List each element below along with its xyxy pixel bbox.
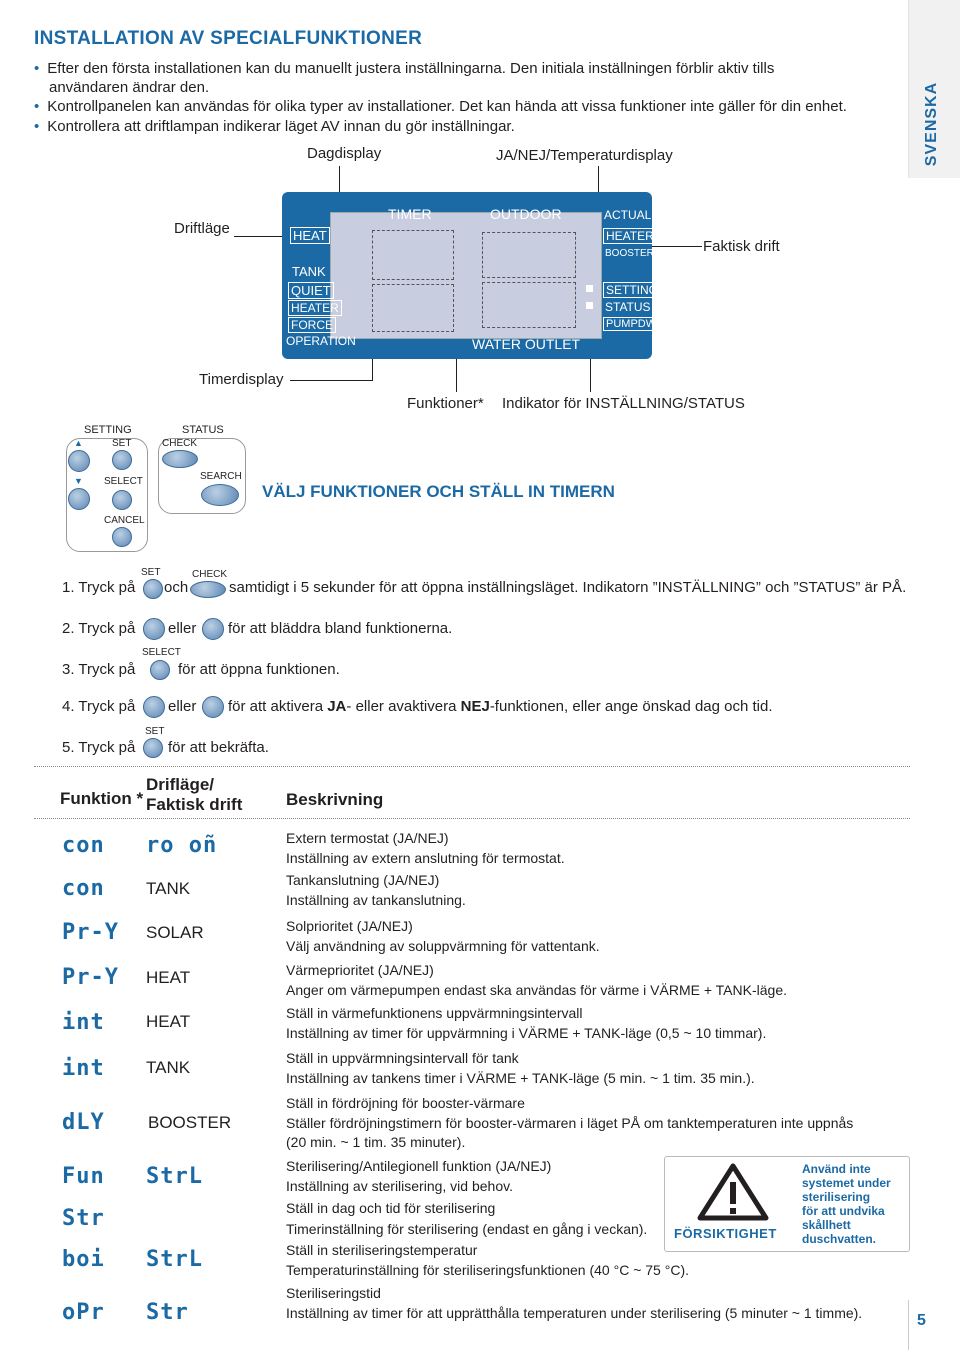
bullet-3: • Kontrollera att driftlampan indikerar läget AV innan du gör inställningar.	[34, 118, 515, 135]
step2-down-icon	[202, 618, 224, 640]
desc-title: Ställ in uppvärmningsintervall för tank	[286, 1050, 519, 1066]
divider-header	[34, 818, 910, 819]
lcd-force: FORCE	[288, 317, 336, 333]
label-faktisk-drift: Faktisk drift	[703, 238, 780, 255]
col-driftlage-b: Faktisk drift	[146, 795, 243, 814]
label-timerdisplay: Timerdisplay	[199, 371, 284, 388]
check-label: CHECK	[162, 438, 198, 449]
lcd-actual: ACTUAL	[604, 208, 652, 222]
desc-title: Steriliseringstid	[286, 1285, 381, 1301]
op-label: HEAT	[146, 968, 191, 987]
leader-faktisk	[650, 246, 702, 247]
cancel-label: CANCEL	[104, 515, 145, 526]
desc-title: Tankanslutning (JA/NEJ)	[286, 872, 440, 888]
up-arrow-icon: ▲	[74, 438, 83, 448]
search-label: SEARCH	[200, 471, 242, 482]
desc-title: Ställ in dag och tid för sterilisering	[286, 1200, 496, 1216]
lcd-heat: HEAT	[290, 227, 330, 244]
desc-detail: Anger om värmepumpen endast ska användas för värme i VÄRME + TANK-läge.	[286, 982, 787, 998]
step2-up-icon	[143, 618, 165, 640]
select-button[interactable]	[112, 490, 132, 510]
down-button[interactable]	[68, 488, 90, 510]
lcd-outdoor-segment	[482, 232, 576, 278]
desc-detail: Inställning av extern anslutning för termostat.	[286, 850, 565, 866]
lcd-setting: SETTING	[603, 282, 661, 298]
side-tab	[906, 75, 958, 175]
step5-text-a: 5. Tryck på	[62, 739, 136, 756]
step2-text-b: eller	[168, 620, 197, 637]
lcd-water-segment	[482, 282, 576, 328]
search-button[interactable]	[201, 484, 239, 506]
desc-detail: Ställer fördröjningstimern för booster-värmaren i läget PÅ om tanktemperaturen inte uppnås	[286, 1115, 854, 1131]
page-number: 5	[917, 1312, 926, 1329]
func-code: Pr-Y	[62, 920, 119, 945]
op-code: StrL	[146, 1164, 203, 1189]
step4-text-b: eller	[168, 698, 197, 715]
step3-text-c: för att öppna funktionen.	[178, 661, 340, 678]
desc-title: Ställ in steriliseringstemperatur	[286, 1242, 478, 1258]
label-driftlage: Driftläge	[174, 220, 230, 237]
step1-text-b: och	[164, 579, 189, 596]
lcd-status-indicator	[586, 302, 593, 309]
lcd-heater: HEATER	[288, 300, 342, 316]
step1-text-a: 1. Tryck på	[62, 579, 136, 596]
func-code: Pr-Y	[62, 965, 119, 990]
step3-select-icon	[150, 660, 170, 680]
desc-detail: Timerinställning för sterilisering (endast en gång i veckan).	[286, 1221, 648, 1237]
desc-title: Extern termostat (JA/NEJ)	[286, 830, 449, 846]
cancel-button[interactable]	[112, 527, 132, 547]
desc-detail-cont: (20 min. ~ 1 tim. 35 minuter).	[286, 1134, 466, 1150]
desc-detail: Inställning av timer för uppvärmning i VÄRME + TANK-läge (0,5 ~ 10 timmar).	[286, 1025, 767, 1041]
label-funktioner: Funktioner*	[407, 395, 484, 412]
lcd-pumpdw: PUMPDW	[603, 317, 659, 331]
lcd-setting-indicator	[586, 285, 593, 292]
lcd-tank: TANK	[292, 264, 326, 279]
func-code: oPr	[62, 1300, 105, 1325]
side-tab-label: SVENSKA	[923, 81, 940, 167]
lcd-heater-actual: HEATER	[603, 228, 657, 244]
section-heading: VÄLJ FUNKTIONER OCH STÄLL IN TIMERN	[262, 482, 615, 501]
check-button[interactable]	[162, 450, 198, 468]
lcd-outdoor: OUTDOOR	[490, 206, 562, 222]
setting-label: SETTING	[84, 424, 132, 436]
lcd-status: STATUS	[605, 300, 651, 314]
page-title: INSTALLATION AV SPECIALFUNKTIONER	[34, 28, 423, 49]
desc-title: Ställ in fördröjning för booster-värmare	[286, 1095, 525, 1111]
step1-set-label: SET	[141, 567, 161, 578]
lcd-timer-segment	[372, 284, 454, 332]
warning-text: Använd inte systemet under sterilisering för att undvika skållhett duschvatten.	[802, 1162, 891, 1246]
step5-set-label: SET	[145, 726, 165, 737]
lcd-booster: BOOSTER	[605, 248, 654, 259]
col-funktion: Funktion *	[60, 789, 144, 808]
step4-text-c: för att aktivera JA- eller avaktivera NEJ-funktionen, eller ange önskad dag och tid.	[228, 698, 773, 715]
func-code: Str	[62, 1206, 105, 1231]
desc-title: Solprioritet (JA/NEJ)	[286, 918, 413, 934]
func-code: con	[62, 876, 105, 901]
func-code: int	[62, 1010, 105, 1035]
lcd-day-segment	[372, 230, 454, 280]
op-label: TANK	[146, 1058, 191, 1077]
func-code: boi	[62, 1247, 105, 1272]
desc-title: Värmeprioritet (JA/NEJ)	[286, 962, 434, 978]
op-code: StrL	[146, 1247, 203, 1272]
op-label: TANK	[146, 879, 191, 898]
step3-text-a: 3. Tryck på	[62, 661, 136, 678]
divider-top	[34, 766, 910, 767]
step3-select-label: SELECT	[142, 647, 181, 658]
desc-detail: Temperaturinställning för steriliseringsfunktionen (40 °C ~ 75 °C).	[286, 1262, 689, 1278]
col-beskrivning: Beskrivning	[286, 790, 384, 809]
op-code: ro oñ	[146, 833, 218, 858]
func-code: int	[62, 1056, 105, 1081]
lcd-timer: TIMER	[388, 206, 432, 222]
bullet-1-cont: användaren ändrar den.	[49, 79, 210, 96]
warning-triangle-icon	[696, 1162, 770, 1227]
lcd-water-outlet: WATER OUTLET	[472, 336, 581, 352]
warning-label: FÖRSIKTIGHET	[674, 1226, 777, 1241]
leader-timer-h	[290, 380, 372, 381]
func-code: dLY	[62, 1110, 105, 1135]
step1-check-label: CHECK	[192, 569, 228, 580]
step1-set-icon	[143, 579, 163, 599]
leader-driftlage	[234, 236, 284, 237]
up-button[interactable]	[68, 450, 90, 472]
step2-text-c: för att bläddra bland funktionerna.	[228, 620, 453, 637]
label-dagdisplay: Dagdisplay	[307, 145, 382, 162]
status-label: STATUS	[182, 424, 224, 436]
desc-detail: Inställning av tankanslutning.	[286, 892, 466, 908]
step4-up-icon	[143, 696, 165, 718]
desc-title: Sterilisering/Antilegionell funktion (JA/NEJ)	[286, 1158, 552, 1174]
step1-text-c: samtidigt i 5 sekunder för att öppna inställningsläget. Indikatorn ”INSTÄLLNING” och ”STATUS” är PÅ.	[229, 579, 907, 596]
op-label: SOLAR	[146, 923, 204, 942]
col-driftlage-a: Drifläge/	[146, 775, 215, 794]
step4-text-a: 4. Tryck på	[62, 698, 136, 715]
step4-down-icon	[202, 696, 224, 718]
desc-detail: Välj användning av soluppvärmning för vattentank.	[286, 938, 600, 954]
op-code: Str	[146, 1300, 189, 1325]
func-code: Fun	[62, 1164, 105, 1189]
bullet-2: • Kontrollpanelen kan användas för olika typer av installationer. Det kan hända att vissa funktioner inte gäller för din enhet.	[34, 98, 847, 115]
step1-check-icon	[190, 581, 226, 598]
step2-text-a: 2. Tryck på	[62, 620, 136, 637]
set-label: SET	[112, 438, 132, 449]
desc-detail: Inställning av sterilisering, vid behov.	[286, 1178, 513, 1194]
desc-title: Ställ in värmefunktionens uppvärmningsintervall	[286, 1005, 583, 1021]
op-label: BOOSTER	[148, 1113, 232, 1132]
lcd-operation: OPERATION	[286, 334, 356, 348]
func-code: con	[62, 833, 105, 858]
bullet-1: • Efter den första installationen kan du manuellt justera inställningarna. Den initiala inställningen förblir aktiv tills	[34, 60, 775, 77]
step5-set-icon	[143, 738, 163, 758]
set-button[interactable]	[112, 450, 132, 470]
select-label: SELECT	[104, 476, 143, 487]
desc-detail: Inställning av tankens timer i VÄRME + TANK-läge (5 min. ~ 1 tim. 35 min.).	[286, 1070, 755, 1086]
desc-detail: Inställning av timer för att upprätthålla temperaturen under sterilisering (5 minuter ~ 1 timme).	[286, 1305, 863, 1321]
label-indikator: Indikator för INSTÄLLNING/STATUS	[502, 395, 745, 412]
op-label: HEAT	[146, 1012, 191, 1031]
step5-text-c: för att bekräfta.	[168, 739, 269, 756]
label-janej: JA/NEJ/Temperaturdisplay	[496, 147, 673, 164]
lcd-quiet: QUIET	[288, 282, 334, 299]
down-arrow-icon: ▼	[74, 476, 83, 486]
